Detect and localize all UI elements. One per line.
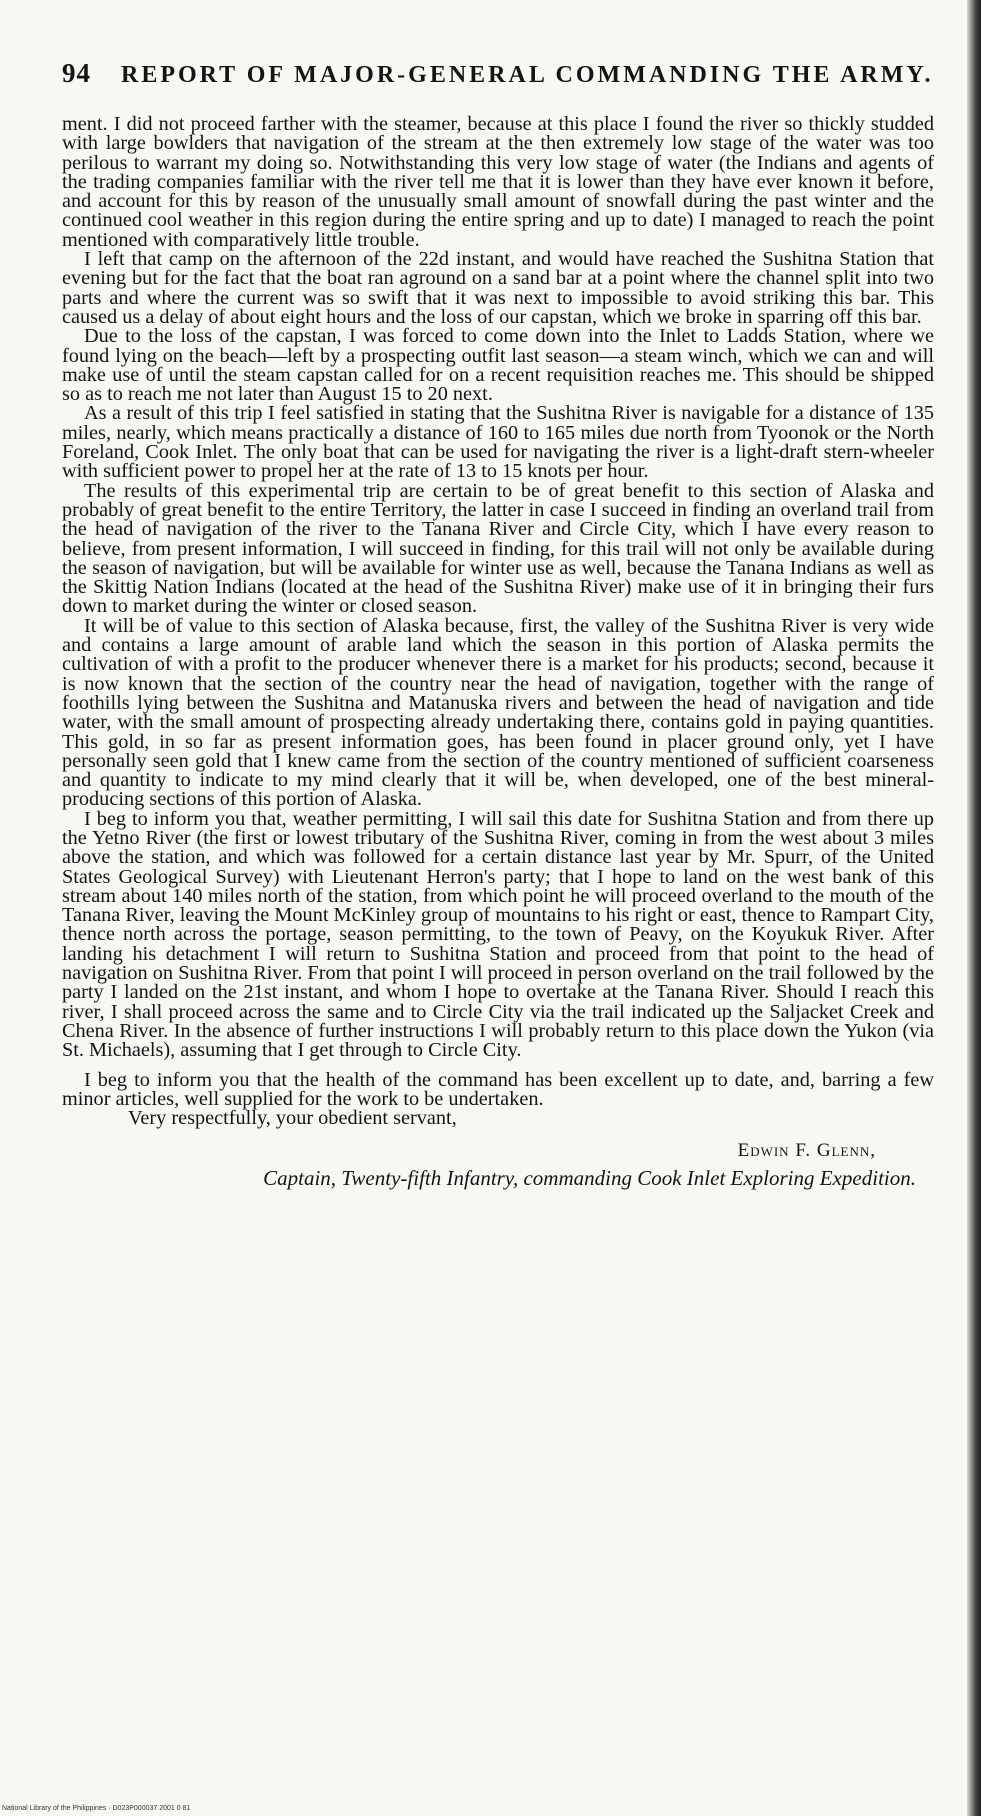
- paragraph-7: I beg to inform you that, weather permitting, I will sail this date for Sushitna Station and from there up the Yetno River (the first or lowest tributary of the Sushitna River, coming in from the west about 3 miles above the station, and which was followed for a certain distance last year by Mr. Spurr, of the United States Geological Survey) with Lieutenant Herron's party; that I hope to land on the west bank of this stream about 140 miles north of the station, from which point he will proceed overland to the mouth of the Tanana River, leaving the Mount McKinley group of mountains to his right or east, thence to Rampart City, thence north across the portage, season permitting, to the town of Peavy, on the Koyukuk River. After landing his detachment I will return to Sushitna Station and proceed from that point to the head of navigation on Sushitna River. From that point I will proceed in person overland on the trail followed by the party I landed on the 21st instant, and whom I hope to overtake at the Tanana River. Should I reach this river, I shall proceed across the same and to Circle City via the trail indicated up the Saljacket Creek and Chena River. In the absence of further instructions I will probably return to this place down the Yukon (via St. Michaels), assuming that I get through to Circle City.: [62, 807, 934, 1062]
- health-paragraph: I beg to inform you that the health of the command has been excellent up to date, and, barring a few minor articles, well supplied for the work to be undertaken.: [62, 1068, 934, 1110]
- page-edge-shadow: [967, 0, 981, 1816]
- signature-name: Edwin F. Glenn,: [737, 1140, 876, 1162]
- paragraph-6: It will be of value to this section of Alaska because, first, the valley of the Sushitna River is very wide and contains a large amount of arable land which the season in this portion of Alaska permits the cultivation of with a profit to the producer whenever there is a market for his products; second, because it is now known that the section of the country near the head of navigation, together with the range of foothills lying between the Sushitna and Matanuska rivers and between the head of navigation and tide water, with the small amount of prospecting already undertaking there, contains gold in paying quantities. This gold, in so far as present information goes, has been found in placer ground only, yet I have personally seen gold that I knew came from the section of the country mentioned of sufficient coarseness and quantity to indicate to my mind clearly that it will be, when developed, one of the best mineral-producing sections of this portion of Alaska.: [62, 614, 934, 811]
- page-number: 94: [62, 58, 91, 88]
- paragraph-2: I left that camp on the afternoon of the 22d instant, and would have reached the Sushitna Station that evening but for the fact that the boat ran aground on a sand bar at a point where the channel split into two parts and where the current was so swift that it was next to impossible to avoid striking this bar. This caused us a delay of about eight hours and the loss of our capstan, which we broke in sparring off this bar.: [62, 248, 934, 328]
- paragraph-3: Due to the loss of the capstan, I was forced to come down into the Inlet to Ladds Station, where we found lying on the beach—left by a prospecting outfit last season—a steam winch, which we can and will make use of until the steam capstan called for on a recent requisition reaches me. This should be shipped so as to reach me not later than August 15 to 20 next.: [62, 325, 934, 406]
- signoff-line: Very respectfully, your obedient servant,: [128, 1107, 457, 1130]
- paragraph-4: As a result of this trip I feel satisfied in stating that the Sushitna River is navigable for a distance of 135 miles, nearly, which means practically a distance of 160 to 165 miles due north from Tyoonok or the North Foreland, Cook Inlet. The only boat that can be used for navigating the river is a light-draft stern-wheeler with sufficient power to propel her at the rate of 13 to 15 knots per hour.: [62, 402, 934, 483]
- signature-title: Captain, Twenty-fifth Infantry, commanding Cook Inlet Exploring Expedition.: [263, 1166, 916, 1191]
- paragraph-5: The results of this experimental trip are certain to be of great benefit to this section of Alaska and probably of great benefit to the entire Territory, the latter in case I succeed in finding an overland trail from the head of navigation of the river to the Tanana River and Circle City, which I have every reason to believe, from present information, I will succeed in finding, for this trail will not only be available during the season of navigation, but will be available for winter use as well, because the Tanana Indians as well as the Skittig Nation Indians (located at the head of the Sushitna River) make use of it in bringing their furs down to market during the winter or closed season.: [62, 479, 934, 618]
- paragraph-1: ment. I did not proceed farther with the steamer, because at this place I found the river so thickly studded with large bowlders that navigation of the stream at the then extremely low stage of the water was too perilous to warrant my doing so. Notwithstanding this very low stage of water (the Indians and agents of the trading companies familiar with the river tell me that it is lower than they have ever known it before, and account for this by reason of the unusually small amount of snowfall during the past winter and the continued cool weather in this region during the entire spring and up to date) I managed to reach the point mentioned with comparatively little trouble.: [62, 113, 934, 251]
- document-page: [62, 58, 934, 1191]
- page-title: REPORT OF MAJOR-GENERAL COMMANDING THE ARMY.: [121, 62, 934, 88]
- letter-closing: [62, 1068, 934, 1192]
- library-footer: National Library of the Philippines · D023P000037 2001 0 81: [2, 1805, 191, 1812]
- report-body: [62, 115, 934, 1061]
- running-header: [62, 58, 934, 89]
